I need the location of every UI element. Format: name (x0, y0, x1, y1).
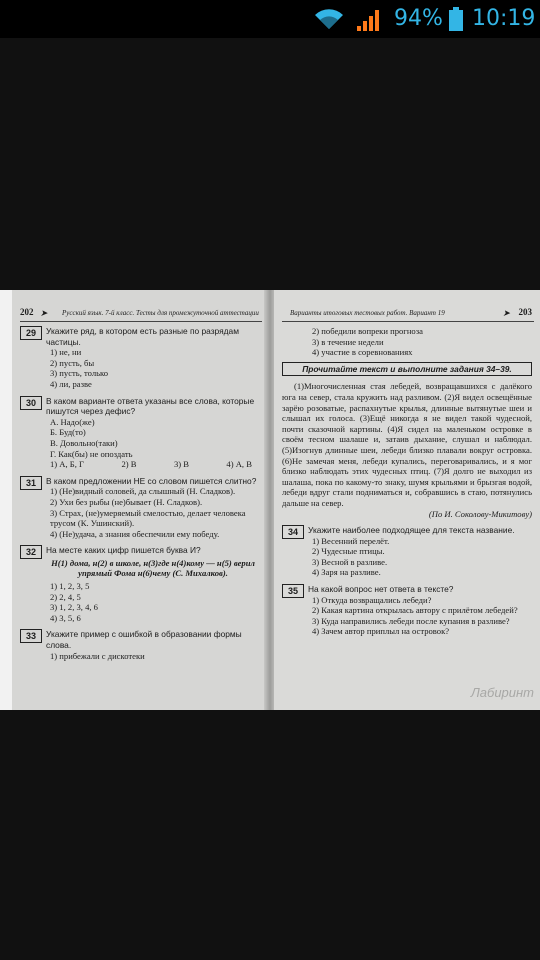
right-running-title: Варианты итоговых тестовых работ. Вариант 19 (290, 309, 445, 317)
left-content (20, 326, 260, 667)
option: 1) Откуда возвращались лебеди? (312, 594, 432, 605)
option: 1) 1, 2, 3, 5 (50, 581, 90, 592)
option: 1) прибежали с дискотеки (50, 650, 145, 661)
page-edge (0, 290, 12, 710)
option: 2) Ухи без рыбы (не)бывает (Н. Сладков). (50, 496, 203, 507)
passage-author: (По И. Соколову-Микитову) (428, 508, 532, 519)
right-content (282, 326, 532, 643)
option: 2) Чудесные птицы. (312, 546, 385, 557)
right-running-head (282, 307, 534, 322)
option: 4) участие в соревнованиях (312, 347, 413, 358)
clock: 10:19 (472, 6, 536, 31)
task-number: 30 (20, 396, 42, 410)
left-page (12, 290, 268, 710)
task-number: 31 (20, 476, 42, 490)
answer: 1) А, Б, Г (50, 459, 85, 470)
option: 1) (Не)видный соловей, да слышный (Н. Сладков). (50, 486, 236, 497)
task-number: 32 (20, 545, 42, 559)
task-question: Укажите ряд, в котором есть разные по разрядам частицы. (46, 326, 239, 347)
option: 3) пусть, только (50, 368, 109, 379)
option: 4) ли, разве (50, 378, 92, 389)
continued-options (282, 326, 532, 358)
answer: 4) А, В (226, 459, 252, 470)
option: 4) 3, 5, 6 (50, 612, 81, 623)
option: 1) Весенний перелёт. (312, 535, 390, 546)
task-30 (20, 396, 260, 470)
task-question: В каком предложении НЕ со словом пишется слитно? (46, 475, 257, 486)
task-number: 29 (20, 326, 42, 340)
option: 2) 2, 4, 5 (50, 591, 81, 602)
task-35 (282, 584, 532, 637)
task-number: 35 (282, 584, 304, 598)
reading-instruction: Прочитайте текст и выполните задания 34–39. (282, 362, 532, 377)
task-29 (20, 326, 260, 390)
option: 1) не, ни (50, 347, 82, 358)
book-spread-image[interactable] (0, 290, 540, 710)
left-page-number: 202 (20, 307, 34, 317)
option: 2) Какая картина открылась автору с прилётом лебедей? (312, 605, 518, 616)
option: 3) Страх, (не)умеряемый смелостью, делает человека трусом (К. Ушинский). (50, 507, 246, 529)
arrow-icon: ➤ (502, 308, 510, 318)
image-viewer[interactable] (0, 38, 540, 960)
task-question: На какой вопрос нет ответа в тексте? (308, 584, 454, 595)
option: 4) Зачем автор приплыл на островок? (312, 626, 450, 637)
right-page (274, 290, 540, 710)
task-32 (20, 545, 260, 623)
option: 3) в течение недели (312, 336, 384, 347)
status-bar (0, 0, 540, 38)
battery-percent: 94% (394, 6, 443, 31)
battery-icon (449, 7, 463, 31)
watermark-logo: Лабиринт (470, 685, 534, 700)
answer: 3) В (173, 459, 189, 470)
wifi-icon (312, 7, 346, 31)
option: Б. Буд(то) (50, 427, 86, 438)
task-33 (20, 629, 260, 661)
task-number: 33 (20, 629, 42, 643)
option: 3) 1, 2, 3, 4, 6 (50, 602, 98, 613)
task-number: 34 (282, 525, 304, 539)
option: 2) пусть, бы (50, 357, 95, 368)
task-31 (20, 476, 260, 540)
task-question: На месте каких цифр пишется буква И? (46, 545, 201, 556)
arrow-icon: ➤ (40, 308, 48, 318)
option: 2) победили вопреки прогноза (312, 326, 423, 336)
reading-passage: (1)Многочисленная стая лебедей, возвращавшихся с далёкого юга на север, стала кружить над разливом. (2)Я видел освещённые зарёю розоватые, распахнутые крылья, длинные вытянутые шеи и слышал их голоса. (3)Ещё никогда я не видел такой чудесной, почти сказочной картины. (4)Я сидел на маленьком островке в своём тесном шалаше и, затаив дыхание, слушал и наблюдал. (5)Изогнув длинные шеи, лебеди близко плавали вокруг островка. (6)Не замечая меня, лебеди купались, переговаривались, и я мог близко наблюдать этих чудесных птиц. (7)Я долго не выходил из шалаша, пока по какому-то знаку, шумя крыльями и брызгая водой, лебеди вдруг стали подниматься и, собравшись в стаю, потянулись дальше на север. (282, 381, 532, 508)
task-34 (282, 525, 532, 578)
right-page-number: 203 (518, 307, 532, 317)
option: А. Надо(же) (50, 416, 95, 427)
task-question: В каком варианте ответа указаны все слова, которые пишутся через дефис? (46, 395, 255, 417)
task-question: Укажите наиболее подходящее для текста название. (308, 525, 515, 536)
signal-icon (356, 8, 382, 32)
option: 4) Заря на разливе. (312, 567, 381, 578)
answer: 2) В (121, 459, 137, 470)
option: 3) Куда направились лебеди после купания в разливе? (312, 615, 510, 626)
left-running-title: Русский язык. 7-й класс. Тесты для промежуточной аттестации (62, 309, 259, 317)
task-example: Н(1) дома, н(2) в школе, н(3)где н(4)кому — н(5) верил упрямый Фома н(6)чему (С. Михалков). (51, 557, 255, 579)
answer-row (50, 459, 260, 470)
option: 3) Весной в разливе. (312, 556, 388, 567)
option: Г. Как(бы) не опоздать (50, 448, 133, 459)
option: В. Довольно(таки) (50, 437, 118, 448)
left-running-head (20, 307, 262, 322)
task-question: Укажите пример с ошибкой в образовании формы слова. (46, 629, 242, 651)
option: 4) (Не)удача, а знания обеспечили ему победу. (50, 528, 220, 539)
